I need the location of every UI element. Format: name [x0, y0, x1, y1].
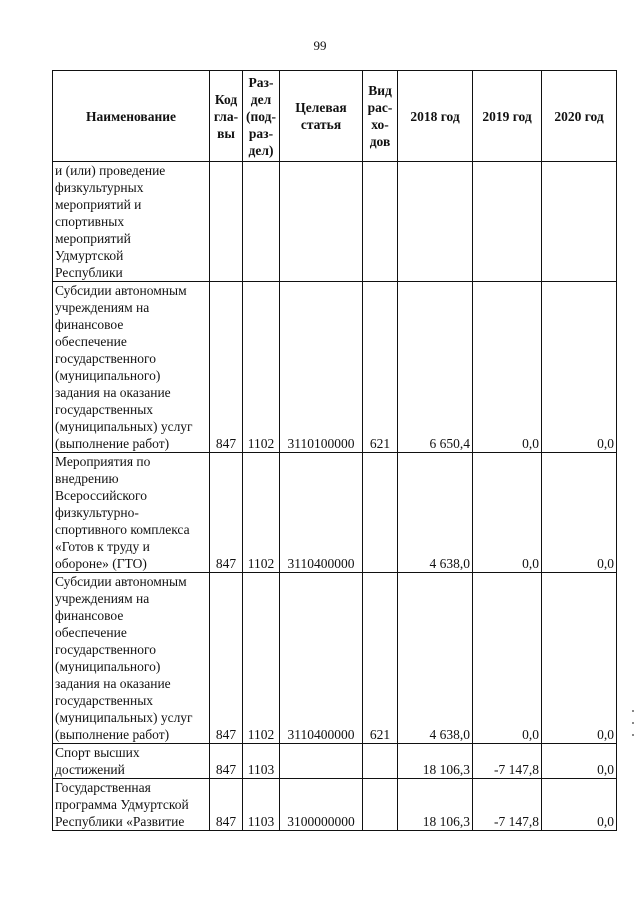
row-code: 847	[210, 453, 243, 573]
row-section: 1102	[243, 282, 280, 453]
row-section: 1103	[243, 779, 280, 831]
row-2018: 18 106,3	[398, 779, 473, 831]
row-2020: 0,0	[542, 779, 617, 831]
row-type	[363, 744, 398, 779]
row-code: 847	[210, 282, 243, 453]
table-row	[53, 162, 617, 282]
row-2019: 0,0	[473, 282, 542, 453]
row-2019: 0,0	[473, 573, 542, 744]
row-code: 847	[210, 744, 243, 779]
table-row	[53, 573, 617, 744]
page-number: 99	[313, 38, 327, 53]
row-name: и (или) проведение физкультурных мероприятий и спортивных мероприятий Удмуртской Республики	[53, 162, 210, 282]
row-name: Спорт высших достижений	[53, 744, 210, 779]
row-target: 3100000000	[280, 779, 363, 831]
row-2020	[542, 162, 617, 282]
table-row	[53, 779, 617, 831]
table-row	[53, 453, 617, 573]
row-target: 3110100000	[280, 282, 363, 453]
table-row	[53, 282, 617, 453]
row-2018: 6 650,4	[398, 282, 473, 453]
row-2020: 0,0	[542, 453, 617, 573]
row-name: Субсидии автономным учреждениям на финансовое обеспечение государственного (муниципального) задания на оказание государственных (муниципальных) услуг (выполнение работ)	[53, 573, 210, 744]
header-target: Целевая статья	[280, 71, 363, 162]
row-target: 3110400000	[280, 573, 363, 744]
row-2019: 0,0	[473, 453, 542, 573]
scan-margin-marks	[632, 700, 636, 760]
header-2020: 2020 год	[542, 71, 617, 162]
row-code: 847	[210, 779, 243, 831]
header-type: Вид рас- хо- дов	[363, 71, 398, 162]
header-code: Код гла- вы	[210, 71, 243, 162]
row-2020: 0,0	[542, 282, 617, 453]
row-2020: 0,0	[542, 573, 617, 744]
header-name: Наименование	[53, 71, 210, 162]
row-2019	[473, 162, 542, 282]
row-type	[363, 779, 398, 831]
budget-table	[52, 70, 617, 831]
row-section	[243, 162, 280, 282]
header-2019: 2019 год	[473, 71, 542, 162]
row-name: Мероприятия по внедрению Всероссийского физкультурно- спортивного комплекса «Готов к труду и обороне» (ГТО)	[53, 453, 210, 573]
row-2018	[398, 162, 473, 282]
row-2019: -7 147,8	[473, 779, 542, 831]
row-target	[280, 744, 363, 779]
header-section: Раз- дел (под- раз- дел)	[243, 71, 280, 162]
header-row	[53, 71, 617, 162]
row-type	[363, 453, 398, 573]
table-row	[53, 744, 617, 779]
row-target	[280, 162, 363, 282]
row-2018: 18 106,3	[398, 744, 473, 779]
header-2018: 2018 год	[398, 71, 473, 162]
row-name: Субсидии автономным учреждениям на финансовое обеспечение государственного (муниципального) задания на оказание государственных (муниципальных) услуг (выполнение работ)	[53, 282, 210, 453]
row-type: 621	[363, 573, 398, 744]
row-name: Государственная программа Удмуртской Республики «Развитие	[53, 779, 210, 831]
row-2018: 4 638,0	[398, 453, 473, 573]
row-section: 1102	[243, 453, 280, 573]
row-target: 3110400000	[280, 453, 363, 573]
row-2018: 4 638,0	[398, 573, 473, 744]
row-2020: 0,0	[542, 744, 617, 779]
row-section: 1103	[243, 744, 280, 779]
row-type: 621	[363, 282, 398, 453]
row-type	[363, 162, 398, 282]
row-section: 1102	[243, 573, 280, 744]
row-code: 847	[210, 573, 243, 744]
row-2019: -7 147,8	[473, 744, 542, 779]
row-code	[210, 162, 243, 282]
